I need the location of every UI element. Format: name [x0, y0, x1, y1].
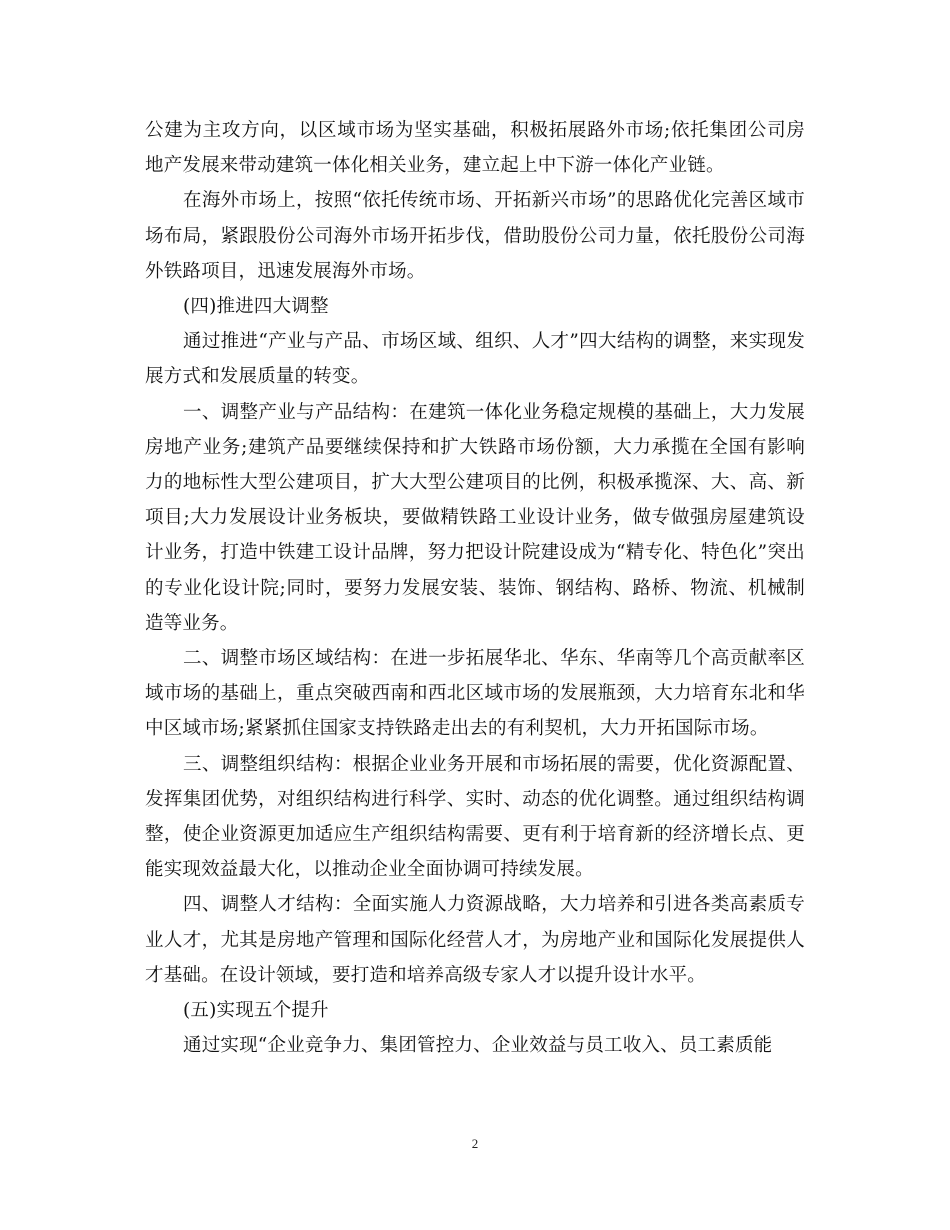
paragraph-2: 在海外市场上，按照“依托传统市场、开拓新兴市场”的思路优化完善区域市场布局，紧跟股份公司海外市场开拓步伐，借助股份公司力量，依托股份公司海外铁路项目，迅速发展海外市场。 [145, 190, 805, 282]
document-body [145, 113, 805, 1063]
paragraph-3: 通过推进“产业与产品、市场区域、组织、人才”四大结构的调整，来实现发展方式和发展质量的转变。 [145, 331, 805, 388]
paragraph-7: 四、调整人才结构：全面实施人力资源战略，大力培养和引进各类高素质专业人才，尤其是房地产管理和国际化经营人才，为房地产业和国际化发展提供人才基础。在设计领域，要打造和培养高级专家人才以提升设计水平。 [145, 894, 805, 986]
paragraph-4: 一、调整产业与产品结构：在建筑一体化业务稳定规模的基础上，大力发展房地产业务;建筑产品要继续保持和扩大铁路市场份额，大力承揽在全国有影响力的地标性大型公建项目，扩大大型公建项目的比例，积极承揽深、大、高、新项目;大力发展设计业务板块，要做精铁路工业设计业务，做专做强房屋建筑设计业务，打造中铁建工设计品牌，努力把设计院建设成为“精专化、特色化”突出的专业化设计院;同时，要努力发展安装、装饰、钢结构、路桥、物流、机械制造等业务。 [145, 401, 805, 634]
paragraph-6: 三、调整组织结构：根据企业业务开展和市场拓展的需要，优化资源配置、发挥集团优势，对组织结构进行科学、实时、动态的优化调整。通过组织结构调整，使企业资源更加适应生产组织结构需要、更有利于培育新的经济增长点、更能实现效益最大化，以推动企业全面协调可持续发展。 [145, 753, 805, 881]
paragraph-1: 公建为主攻方向，以区域市场为坚实基础，积极拓展路外市场;依托集团公司房地产发展来带动建筑一体化相关业务，建立起上中下游一体化产业链。 [145, 120, 805, 177]
section-heading-4: (四)推进四大调整 [183, 296, 329, 318]
paragraph-5: 二、调整市场区域结构：在进一步拓展华北、华东、华南等几个高贡献率区域市场的基础上，重点突破西南和西北区域市场的发展瓶颈，大力培育东北和华中区域市场;紧紧抓住国家支持铁路走出去的有利契机，大力开拓国际市场。 [145, 648, 805, 740]
section-heading-5: (五)实现五个提升 [183, 1000, 329, 1022]
paragraph-8: 通过实现“企业竞争力、集团管控力、企业效益与员工收入、员工素质能 [183, 1035, 773, 1057]
page-number: 2 [471, 1136, 479, 1151]
